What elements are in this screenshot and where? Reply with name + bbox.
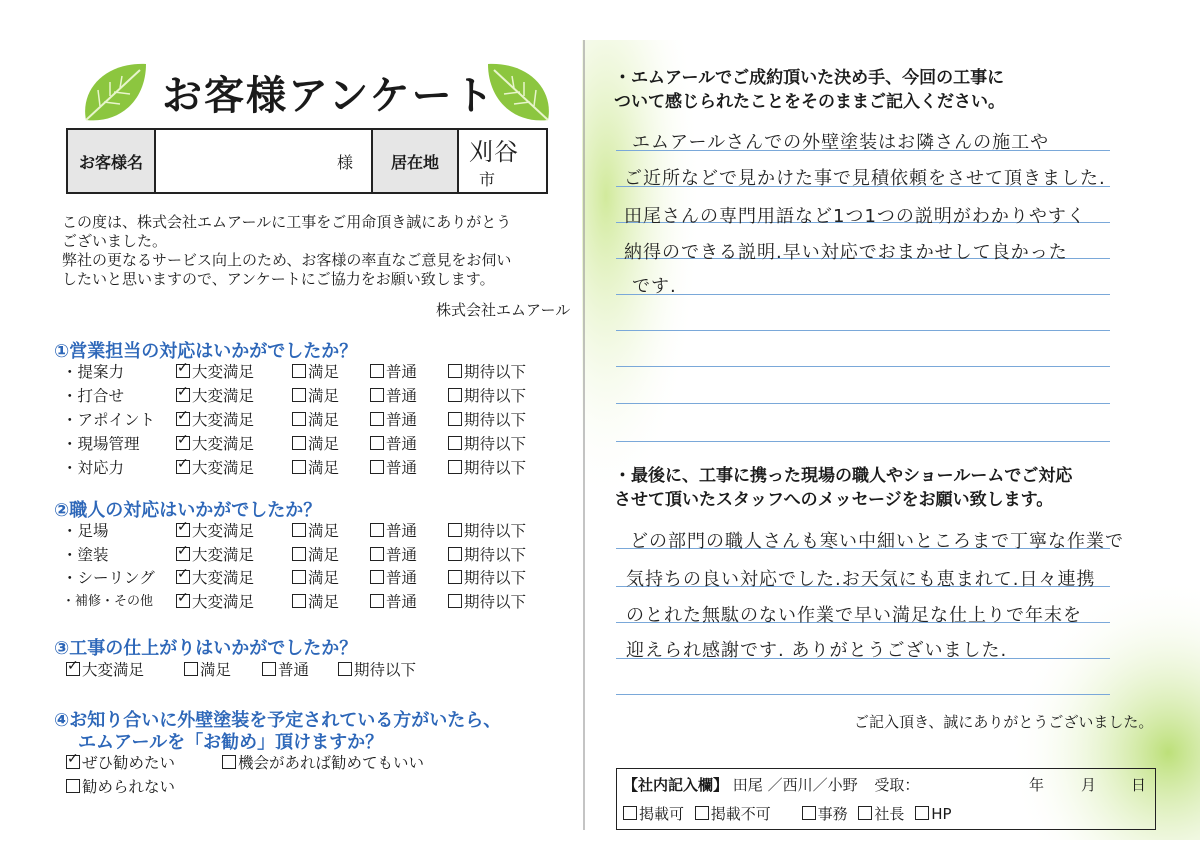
q1-option-label: 大変満足: [192, 411, 255, 429]
q3-option-label: 満足: [200, 661, 232, 679]
customer-info-table: [66, 128, 548, 194]
q2-row-label: ・塗装: [62, 545, 109, 564]
checkbox[interactable]: [292, 594, 306, 608]
section-b-answer-line: どの部門の職人さんも寒い中細いところまで丁寧な作業で: [630, 531, 1124, 552]
checkbox[interactable]: [448, 436, 462, 450]
name-suffix: 様: [336, 152, 353, 172]
checkbox-checked[interactable]: [176, 412, 190, 426]
section-b-answer-line: 迎えられ感謝です. ありがとうございました.: [626, 640, 1008, 661]
q1-option-label: 満足: [308, 435, 340, 453]
q2-option[interactable]: [370, 543, 417, 565]
question-2-title: ②職人の対応はいかがでしたか？: [54, 500, 322, 521]
q2-option[interactable]: [448, 519, 526, 541]
q1-option-label: 満足: [308, 363, 340, 381]
section-a-answer-line: です.: [632, 276, 677, 297]
leaf-icon: [80, 60, 150, 126]
checkbox[interactable]: [262, 662, 276, 676]
office-check-item[interactable]: 掲載不可: [695, 805, 771, 823]
checkbox-checked[interactable]: [176, 460, 190, 474]
checkbox[interactable]: [370, 547, 384, 561]
checkbox[interactable]: [292, 436, 306, 450]
leaf-icon: [484, 60, 554, 126]
thanks-text: ご記入頂き、誠にありがとうございました。: [854, 713, 1154, 731]
q1-option[interactable]: [370, 432, 417, 454]
checkbox[interactable]: [448, 412, 462, 426]
q2-option[interactable]: [448, 566, 526, 588]
checkbox[interactable]: [370, 412, 384, 426]
page-title: お客様アンケート: [162, 73, 496, 119]
q1-option[interactable]: [292, 432, 339, 454]
q1-option[interactable]: [448, 456, 526, 478]
q2-option[interactable]: [448, 590, 526, 612]
q1-option-label: 大変満足: [192, 459, 255, 477]
checkbox[interactable]: [695, 806, 709, 820]
section-a-answer-line: ご近所などで見かけた事で見積依頼をさせて頂きました.: [624, 168, 1106, 189]
question-1-title: ①営業担当の対応はいかがでしたか？: [54, 341, 358, 362]
q2-option-label: 普通: [386, 545, 418, 564]
q1-option-label: 期待以下: [464, 435, 527, 453]
q1-option-label: 大変満足: [192, 363, 255, 381]
q3-option-label: 普通: [278, 661, 310, 679]
office-check-item[interactable]: 事務: [802, 805, 848, 823]
question-4-option[interactable]: 機会があれば勧めてもいい: [222, 751, 424, 775]
q2-option-label: 大変満足: [192, 592, 255, 611]
received-label: 受取：: [874, 776, 920, 794]
checkbox[interactable]: [448, 570, 462, 584]
month-label: 月: [1081, 776, 1097, 794]
address-field[interactable]: [458, 129, 547, 193]
q1-option-label: 普通: [386, 363, 418, 381]
q1-option[interactable]: [292, 408, 339, 430]
checkbox[interactable]: [370, 436, 384, 450]
address-suffix: 市: [479, 170, 496, 189]
checkbox[interactable]: [448, 364, 462, 378]
office-check-item[interactable]: HP: [915, 805, 951, 823]
checkbox[interactable]: [66, 779, 80, 793]
q2-option[interactable]: [370, 566, 417, 588]
q2-option[interactable]: [176, 566, 254, 588]
q2-row-label: ・シーリング: [62, 569, 155, 587]
checkbox[interactable]: [802, 806, 816, 820]
section-a-answer-line: エムアールさんでの外壁塗装はお隣さんの施工や: [632, 132, 1050, 153]
q1-option-label: 期待以下: [464, 387, 527, 405]
q2-option-label: 期待以下: [464, 569, 527, 587]
q2-option[interactable]: [292, 519, 339, 541]
q1-row-label: ・現場管理: [62, 435, 140, 453]
q1-option-label: 満足: [308, 387, 340, 405]
intro-line: したいと思いますので、アンケートにご協力をお願い致します。: [62, 270, 495, 288]
q1-option[interactable]: [448, 432, 526, 454]
q1-option[interactable]: [176, 408, 254, 430]
q1-option-label: 期待以下: [464, 459, 527, 477]
q1-option[interactable]: [370, 408, 417, 430]
checkbox-checked[interactable]: [66, 662, 80, 676]
q1-row-label: ・提案力: [62, 363, 125, 381]
address-label: 居在地: [372, 129, 458, 193]
q1-option-label: 普通: [386, 459, 418, 477]
section-b-heading: ・最後に、工事に携った現場の職人やショールームでご対応 させて頂いたスタッフへのメッセージをお願い致します。: [614, 466, 1073, 510]
checkbox[interactable]: [370, 523, 384, 537]
q2-option[interactable]: [448, 543, 526, 565]
checkbox[interactable]: [338, 662, 352, 676]
office-check-item[interactable]: 掲載可: [623, 805, 684, 823]
checkbox-checked[interactable]: [176, 547, 190, 561]
q3-option[interactable]: [66, 658, 144, 680]
checkbox-checked[interactable]: [176, 364, 190, 378]
q1-option[interactable]: [448, 408, 526, 430]
checkbox[interactable]: [292, 412, 306, 426]
checkbox-checked[interactable]: [176, 570, 190, 584]
checkbox[interactable]: [292, 364, 306, 378]
checkbox-checked[interactable]: [176, 523, 190, 537]
q3-option[interactable]: [184, 658, 231, 680]
day-label: 日: [1131, 776, 1147, 794]
intro-line: ございました。: [62, 232, 168, 250]
q1-row-label: ・打合せ: [62, 387, 125, 405]
office-label: 【社内記入欄】: [623, 776, 729, 794]
q2-option-label: 期待以下: [464, 522, 527, 540]
q2-option-label: 期待以下: [464, 545, 527, 564]
q2-option-label: 満足: [308, 569, 340, 587]
q1-option[interactable]: [370, 384, 417, 406]
section-a-heading: ・エムアールでご成約頂いた決め手、今回の工事に ついて感じられたことをそのままご記入ください。: [614, 68, 1005, 112]
q1-option[interactable]: [176, 360, 254, 382]
intro-line: 弊社の更なるサービス向上のため、お客様の率直なご意見をお伺い: [62, 251, 512, 269]
checkbox[interactable]: [292, 388, 306, 402]
q2-option-label: 普通: [386, 522, 418, 540]
checkbox[interactable]: [448, 523, 462, 537]
q2-option[interactable]: [176, 519, 254, 541]
checkbox[interactable]: [858, 806, 872, 820]
q3-option-label: 大変満足: [82, 661, 145, 679]
checkbox[interactable]: [222, 755, 236, 769]
q3-option[interactable]: [338, 658, 416, 680]
q1-option-label: 期待以下: [464, 363, 527, 381]
q2-option[interactable]: [292, 566, 339, 588]
intro-text: [62, 213, 562, 289]
q1-option[interactable]: [176, 384, 254, 406]
office-use-box: [616, 768, 1156, 830]
checkbox[interactable]: [292, 570, 306, 584]
checkbox[interactable]: [370, 594, 384, 608]
q1-option-label: 普通: [386, 435, 418, 453]
q1-option-label: 普通: [386, 411, 418, 429]
q2-option[interactable]: [370, 590, 417, 612]
q2-option-label: 普通: [386, 569, 418, 587]
q1-option[interactable]: [448, 384, 526, 406]
customer-name-field[interactable]: [155, 129, 372, 193]
checkbox[interactable]: [292, 547, 306, 561]
checkbox-checked[interactable]: [176, 388, 190, 402]
q2-option-label: 満足: [308, 545, 340, 564]
checkbox[interactable]: [292, 460, 306, 474]
checkbox[interactable]: [184, 662, 198, 676]
checkbox[interactable]: [370, 460, 384, 474]
q1-row-label: ・対応力: [62, 459, 125, 477]
q1-option[interactable]: [176, 456, 254, 478]
checkbox[interactable]: [448, 460, 462, 474]
intro-line: この度は、株式会社エムアールに工事をご用命頂き誠にありがとう: [62, 213, 512, 231]
q2-option-label: 大変満足: [192, 545, 255, 564]
q1-option[interactable]: [292, 360, 339, 382]
checkbox[interactable]: [370, 364, 384, 378]
q1-option-label: 満足: [308, 459, 340, 477]
q1-option-label: 大変満足: [192, 435, 255, 453]
question-3-title: ③工事の仕上がりはいかがでしたか？: [54, 638, 358, 659]
q3-option-label: 期待以下: [354, 661, 417, 679]
question-4-title-line1: ④お知り合いに外壁塗装を予定されている方がいたら、: [54, 710, 502, 731]
q1-option[interactable]: [292, 456, 339, 478]
customer-name-label: お客様名: [67, 129, 155, 193]
company-signature: 株式会社エムアール: [436, 301, 571, 319]
q1-option-label: 満足: [308, 411, 340, 429]
q1-option-label: 期待以下: [464, 411, 527, 429]
office-staff: 田尾 ／西川／小野: [732, 776, 858, 794]
q2-option[interactable]: [292, 543, 339, 565]
q1-option-label: 大変満足: [192, 387, 255, 405]
q2-option-label: 満足: [308, 592, 340, 611]
section-b-answer-line: のとれた無駄のない作業で早い満足な仕上りで年末を: [626, 605, 1082, 626]
checkbox[interactable]: [370, 388, 384, 402]
q2-row-label: ・足場: [62, 522, 109, 540]
checkbox[interactable]: [448, 594, 462, 608]
q2-option-label: 満足: [308, 522, 340, 540]
q2-option-label: 普通: [386, 592, 418, 611]
checkbox[interactable]: [448, 388, 462, 402]
section-a-answer-line: 納得のできる説明.早い対応でおまかせして良かった: [624, 242, 1068, 263]
checkbox[interactable]: [623, 806, 637, 820]
q2-option[interactable]: [370, 519, 417, 541]
checkbox-checked[interactable]: [176, 436, 190, 450]
q2-option[interactable]: [176, 543, 254, 565]
q1-row-label: ・アポイント: [62, 411, 156, 429]
question-4-option[interactable]: ✓ぜひ勧めたい: [66, 751, 175, 775]
q2-option[interactable]: [176, 590, 254, 612]
q3-option[interactable]: [262, 658, 309, 680]
q2-option[interactable]: [292, 590, 339, 612]
section-b-answer-line: 気持ちの良い対応でした.お天気にも恵まれて.日々連携: [626, 569, 1096, 590]
q2-option-label: 大変満足: [192, 569, 255, 587]
q1-option[interactable]: [176, 432, 254, 454]
office-check-item[interactable]: 社長: [858, 805, 904, 823]
q2-option-label: 大変満足: [192, 522, 255, 540]
checkbox[interactable]: [370, 570, 384, 584]
q2-row-label: ・補修・その他: [62, 593, 154, 609]
question-4-option[interactable]: 勧められない: [66, 775, 175, 799]
q2-option-label: 期待以下: [464, 592, 527, 611]
q1-option[interactable]: [292, 384, 339, 406]
address-value: 刈谷: [469, 138, 519, 166]
checkbox[interactable]: [448, 547, 462, 561]
q1-option[interactable]: [370, 456, 417, 478]
checkbox-checked[interactable]: [66, 755, 80, 769]
question-4-title-line2: エムアールを「お勧め」頂けますか？: [78, 732, 384, 753]
checkbox[interactable]: [292, 523, 306, 537]
checkbox-checked[interactable]: [176, 594, 190, 608]
q1-option-label: 普通: [386, 387, 418, 405]
year-label: 年: [1029, 776, 1045, 794]
question-3-options: [0, 658, 560, 682]
checkbox[interactable]: [915, 806, 929, 820]
q1-option[interactable]: [448, 360, 526, 382]
section-a-answer-line: 田尾さんの専門用語など1つ1つの説明がわかりやすく: [624, 206, 1086, 227]
q1-option[interactable]: [370, 360, 417, 382]
